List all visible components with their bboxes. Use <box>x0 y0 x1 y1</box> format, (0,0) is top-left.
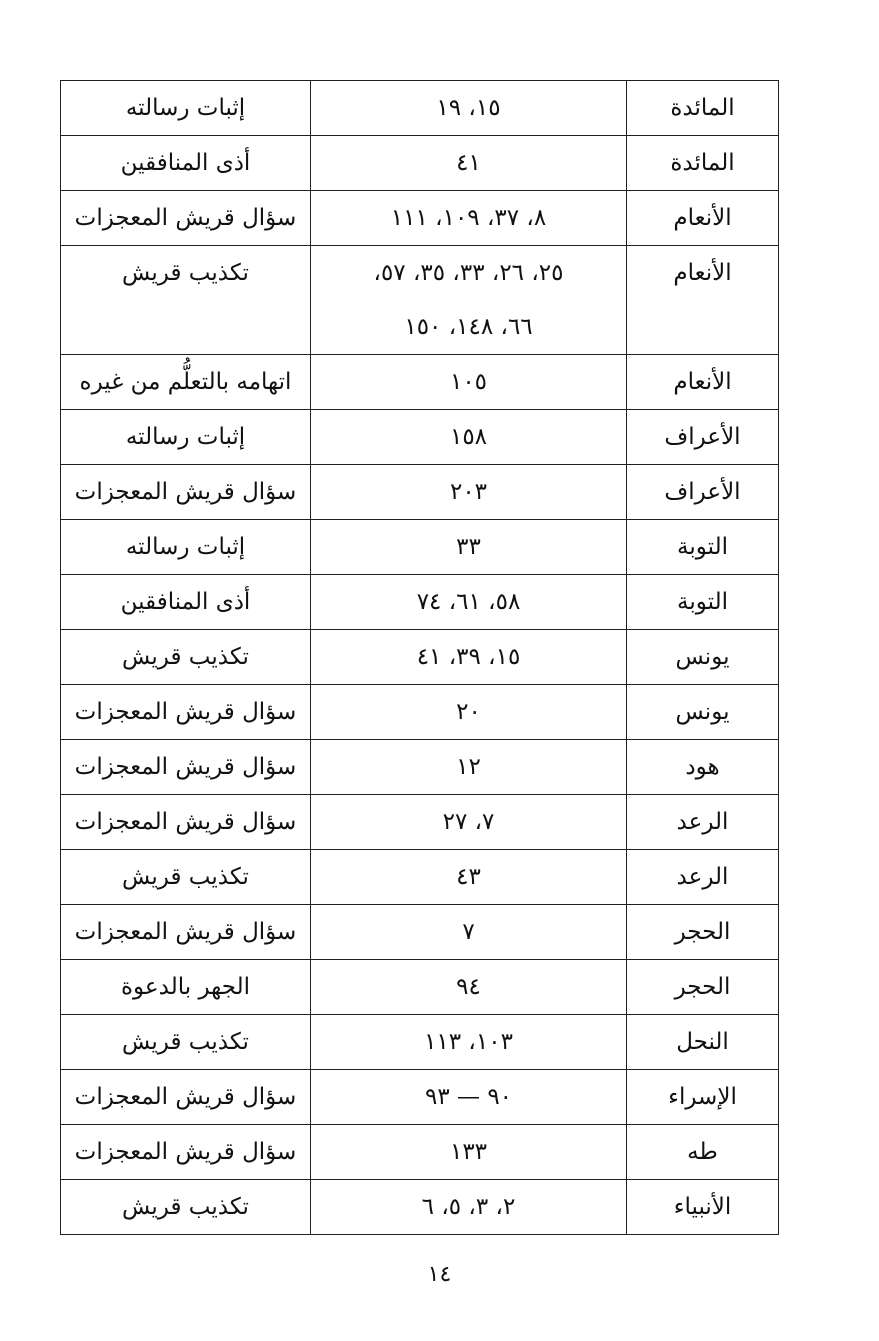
topic-cell: سؤال قريش المعجزات <box>61 465 311 520</box>
topic-cell: سؤال قريش المعجزات <box>61 795 311 850</box>
verse-numbers: ٧، ٢٧ <box>442 809 495 835</box>
table-row <box>61 410 779 465</box>
verse-numbers: ٥٨، ٦١، ٧٤ <box>416 589 521 615</box>
topic-cell: إثبات رسالته <box>61 520 311 575</box>
verses-cell <box>311 410 627 465</box>
verses-cell <box>311 630 627 685</box>
table-row <box>61 960 779 1015</box>
verses-cell <box>311 246 627 355</box>
table-row <box>61 246 779 355</box>
surah-cell: الأعراف <box>627 410 779 465</box>
topic-cell: إثبات رسالته <box>61 410 311 465</box>
topic-cell: سؤال قريش المعجزات <box>61 1070 311 1125</box>
verses-cell <box>311 575 627 630</box>
verses-cell <box>311 81 627 136</box>
table-row <box>61 795 779 850</box>
verse-numbers: ٢٠٣ <box>449 479 488 505</box>
topic-cell: تكذيب قريش <box>61 850 311 905</box>
topic-cell: سؤال قريش المعجزات <box>61 905 311 960</box>
table-row <box>61 905 779 960</box>
verse-numbers: ٨، ٣٧، ١٠٩، ١١١ <box>390 205 547 231</box>
topic-cell: سؤال قريش المعجزات <box>61 685 311 740</box>
verse-numbers: ١٢ <box>456 754 481 780</box>
verses-cell <box>311 905 627 960</box>
verse-numbers: ٤٣ <box>456 864 481 890</box>
verses-cell <box>311 960 627 1015</box>
table-body <box>61 81 779 1235</box>
verse-numbers: ٢٠ <box>456 699 481 725</box>
table-row <box>61 1015 779 1070</box>
topic-cell: تكذيب قريش <box>61 630 311 685</box>
surah-cell: المائدة <box>627 81 779 136</box>
topic-cell: تكذيب قريش <box>61 1180 311 1235</box>
verse-numbers: ٦٦، ١٤٨، ١٥٠ <box>404 314 533 340</box>
surah-cell: التوبة <box>627 520 779 575</box>
verse-numbers: ١٥، ٣٩، ٤١ <box>416 644 521 670</box>
verse-numbers: ٣٣ <box>456 534 481 560</box>
verse-numbers: ٤١ <box>456 150 481 176</box>
verse-numbers: ٩٠ — ٩٣ <box>424 1084 513 1110</box>
verses-cell <box>311 465 627 520</box>
surah-cell: الأنبياء <box>627 1180 779 1235</box>
surah-cell: الأنعام <box>627 355 779 410</box>
surah-cell: التوبة <box>627 575 779 630</box>
topic-cell: سؤال قريش المعجزات <box>61 191 311 246</box>
verse-numbers: ١٣٣ <box>449 1139 488 1165</box>
topic-cell: سؤال قريش المعجزات <box>61 1125 311 1180</box>
verse-numbers: ٩٤ <box>456 974 481 1000</box>
verses-table <box>60 80 779 1235</box>
table-row <box>61 630 779 685</box>
surah-cell: الأعراف <box>627 465 779 520</box>
surah-cell: يونس <box>627 685 779 740</box>
table-row <box>61 1125 779 1180</box>
table-row <box>61 740 779 795</box>
verse-numbers: ١٠٣، ١١٣ <box>424 1029 513 1055</box>
verses-cell <box>311 136 627 191</box>
verse-numbers: ٢، ٣، ٥، ٦ <box>421 1194 516 1220</box>
topic-cell: أذى المنافقين <box>61 136 311 191</box>
topic-cell: تكذيب قريش <box>61 246 311 355</box>
table-row <box>61 1180 779 1235</box>
surah-cell: الرعد <box>627 795 779 850</box>
verses-cell <box>311 1015 627 1070</box>
surah-cell: المائدة <box>627 136 779 191</box>
verses-cell <box>311 355 627 410</box>
verses-cell <box>311 740 627 795</box>
surah-cell: الرعد <box>627 850 779 905</box>
surah-cell: هود <box>627 740 779 795</box>
table-row <box>61 355 779 410</box>
surah-cell: طه <box>627 1125 779 1180</box>
topic-cell: تكذيب قريش <box>61 1015 311 1070</box>
table-row <box>61 465 779 520</box>
table-row <box>61 520 779 575</box>
verses-cell <box>311 685 627 740</box>
topic-cell: إثبات رسالته <box>61 81 311 136</box>
topic-cell: أذى المنافقين <box>61 575 311 630</box>
verses-cell <box>311 520 627 575</box>
verse-numbers: ٧ <box>462 919 475 945</box>
topic-cell: سؤال قريش المعجزات <box>61 740 311 795</box>
verse-numbers: ٢٥، ٢٦، ٣٣، ٣٥، ٥٧، <box>373 260 564 286</box>
verses-cell <box>311 1070 627 1125</box>
table-row <box>61 1070 779 1125</box>
topic-cell: الجهر بالدعوة <box>61 960 311 1015</box>
verse-numbers: ١٠٥ <box>449 369 488 395</box>
table-row <box>61 850 779 905</box>
verses-cell <box>311 850 627 905</box>
page-number: ١٤ <box>427 1262 452 1287</box>
table-row <box>61 575 779 630</box>
surah-cell: الأنعام <box>627 191 779 246</box>
verses-cell <box>311 1180 627 1235</box>
surah-cell: النحل <box>627 1015 779 1070</box>
table-row <box>61 685 779 740</box>
surah-cell: الأنعام <box>627 246 779 355</box>
table-row <box>61 136 779 191</box>
topic-cell: اتهامه بالتعلُّم من غيره <box>61 355 311 410</box>
verse-numbers: ١٥٨ <box>449 424 488 450</box>
verses-cell <box>311 795 627 850</box>
table-row <box>61 81 779 136</box>
surah-cell: يونس <box>627 630 779 685</box>
verses-cell <box>311 191 627 246</box>
table-row <box>61 191 779 246</box>
verse-numbers: ١٥، ١٩ <box>436 95 501 121</box>
surah-cell: الحجر <box>627 960 779 1015</box>
surah-cell: الإسراء <box>627 1070 779 1125</box>
surah-cell: الحجر <box>627 905 779 960</box>
verses-cell <box>311 1125 627 1180</box>
